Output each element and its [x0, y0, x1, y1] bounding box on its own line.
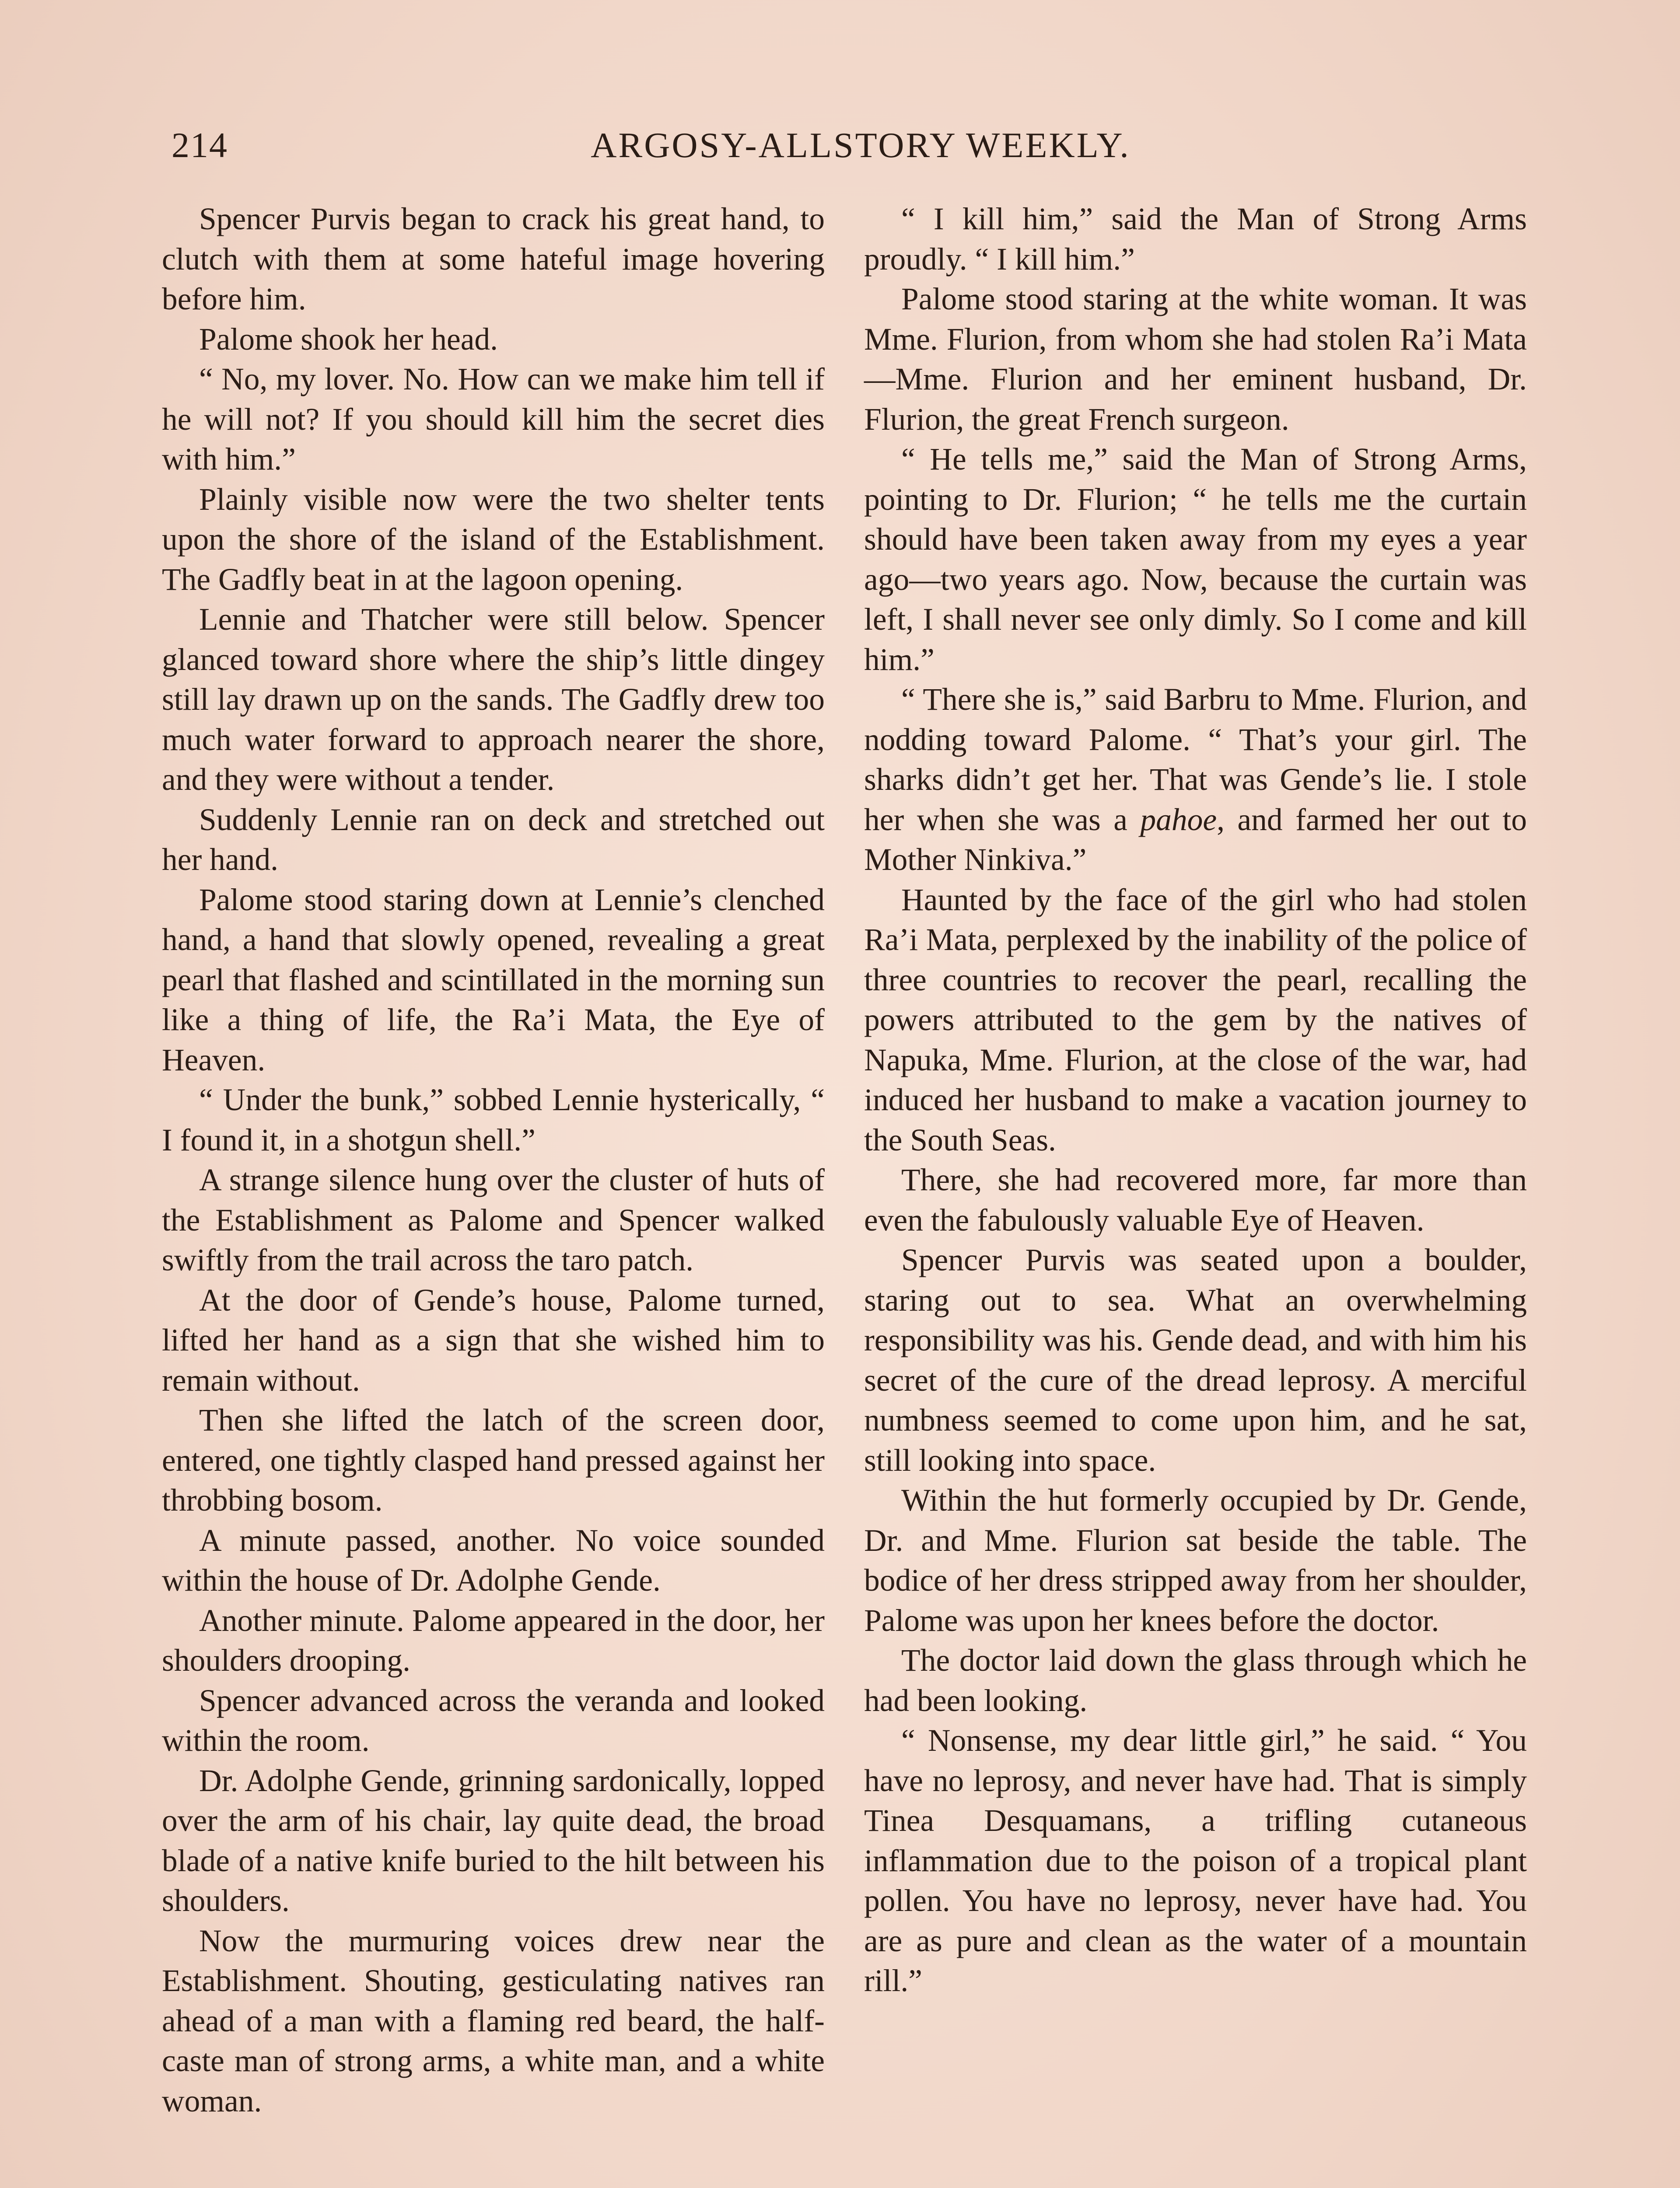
paragraph: Spencer Purvis began to crack his great hand, to clutch with them at some hateful image hovering before him.: [162, 202, 825, 316]
paragraph: Dr. Adolphe Gende, grinning sardonically, lopped over the arm of his chair, lay quite dead, the broad blade of a native knife buried to the hilt between his shoulders.: [162, 1763, 825, 1918]
text-columns: [162, 199, 1527, 2121]
paragraph: Plainly visible now were the two shelter tents upon the shore of the island of the Establishment. The Gadfly beat in at the lagoon opening.: [162, 482, 825, 597]
paragraph: At the door of Gende’s house, Palome turned, lifted her hand as a sign that she wished him to remain without.: [162, 1283, 825, 1398]
paragraph: A minute passed, another. No voice sounded within the house of Dr. Adolphe Gende.: [162, 1523, 825, 1598]
paragraph: “ He tells me,” said the Man of Strong Arms, pointing to Dr. Flurion; “ he tells me the curtain should have been taken away from my eyes a year ago—two years ago. Now, because the curtain was left, I shall never see only dimly. So I come and kill him.”: [864, 442, 1527, 677]
paragraph: The doctor laid down the glass through which he had been looking.: [864, 1643, 1527, 1718]
paragraph: Palome shook her head.: [199, 322, 498, 357]
paragraph: Within the hut formerly occupied by Dr. Gende, Dr. and Mme. Flurion sat beside the table. The bodice of her dress stripped away from her shoulder, Palome was upon her knees before the doctor.: [864, 1483, 1527, 1638]
paragraph: Palome stood staring down at Lennie’s clenched hand, a hand that slowly opened, revealing a great pearl that flashed and scintillated in the morning sun like a thing of life, the Ra’i Mata, the Eye of Heaven.: [162, 882, 825, 1077]
paragraph: Spencer Purvis was seated upon a boulder, staring out to sea. What an overwhelming responsibility was his. Gende dead, and with him his secret of the cure of the dread leprosy. A merciful numbness seemed to come upon him, and he sat, still looking into space.: [864, 1243, 1527, 1478]
paragraph: “ Nonsense, my dear little girl,” he said. “ You have no leprosy, and never have had. That is simply Tinea Desquamans, a trifling cutaneous inflammation due to the poison of a tropical plant pollen. You have no leprosy, never have had. You are as pure and clean as the water of a mountain rill.”: [864, 1723, 1527, 1998]
running-title: ARGOSY-ALLSTORY WEEKLY.: [591, 125, 1130, 165]
paragraph: Haunted by the face of the girl who had stolen Ra’i Mata, perplexed by the inability of the police of three countries to recover the pearl, recalling the powers attributed to the gem by the natives of Napuka, Mme. Flurion, at the close of the war, had induced her husband to make a vacation journey to the South Seas.: [864, 882, 1527, 1157]
paragraph: There, she had recovered more, far more than even the fabulously valuable Eye of Heaven.: [864, 1163, 1527, 1238]
paragraph: Another minute. Palome appeared in the door, her shoulders drooping.: [162, 1603, 825, 1678]
paragraph: Spencer advanced across the veranda and looked within the room.: [162, 1683, 825, 1758]
italic-word: pahoe: [1140, 802, 1217, 837]
paragraph: Lennie and Thatcher were still below. Spencer glanced toward shore where the ship’s little dingey still lay drawn up on the sands. The Gadfly drew too much water forward to approach nearer the shore, and they were without a tender.: [162, 602, 825, 797]
paragraph: “ Under the bunk,” sobbed Lennie hysterically, “ I found it, in a shotgun shell.”: [162, 1083, 825, 1157]
paragraph: Suddenly Lennie ran on deck and stretched out her hand.: [162, 802, 825, 877]
right-column: [864, 199, 1527, 2121]
paragraph: A strange silence hung over the cluster of huts of the Establishment as Palome and Spencer walked swiftly from the trail across the taro patch.: [162, 1163, 825, 1277]
paragraph: “ I kill him,” said the Man of Strong Arms proudly. “ I kill him.”: [864, 202, 1527, 277]
left-column: [162, 199, 825, 2121]
page-header: [172, 125, 1523, 173]
paragraph: Now the murmuring voices drew near the Establishment. Shouting, gesticulating natives ran ahead of a man with a flaming red beard, the half-caste man of strong arms, a white man, and a white woman.: [162, 1923, 825, 2118]
paragraph: Then she lifted the latch of the screen door, entered, one tightly clasped hand pressed against her throbbing bosom.: [162, 1403, 825, 1518]
page-number: 214: [172, 125, 228, 165]
paragraph: Palome stood staring at the white woman. It was Mme. Flurion, from whom she had stolen Ra’i Mata—Mme. Flurion and her eminent husband, Dr. Flurion, the great French surgeon.: [864, 282, 1527, 437]
paragraph: “ No, my lover. No. How can we make him tell if he will not? If you should kill him the secret dies with him.”: [162, 362, 825, 477]
paragraph: “ There she is,” said Barbru to Mme. Flurion, and nodding toward Palome. “ That’s your girl. The sharks didn’t get her. That was Gende’s lie. I stole her when she was a pahoe, and farmed her out to Mother Ninkiva.”: [864, 682, 1527, 877]
